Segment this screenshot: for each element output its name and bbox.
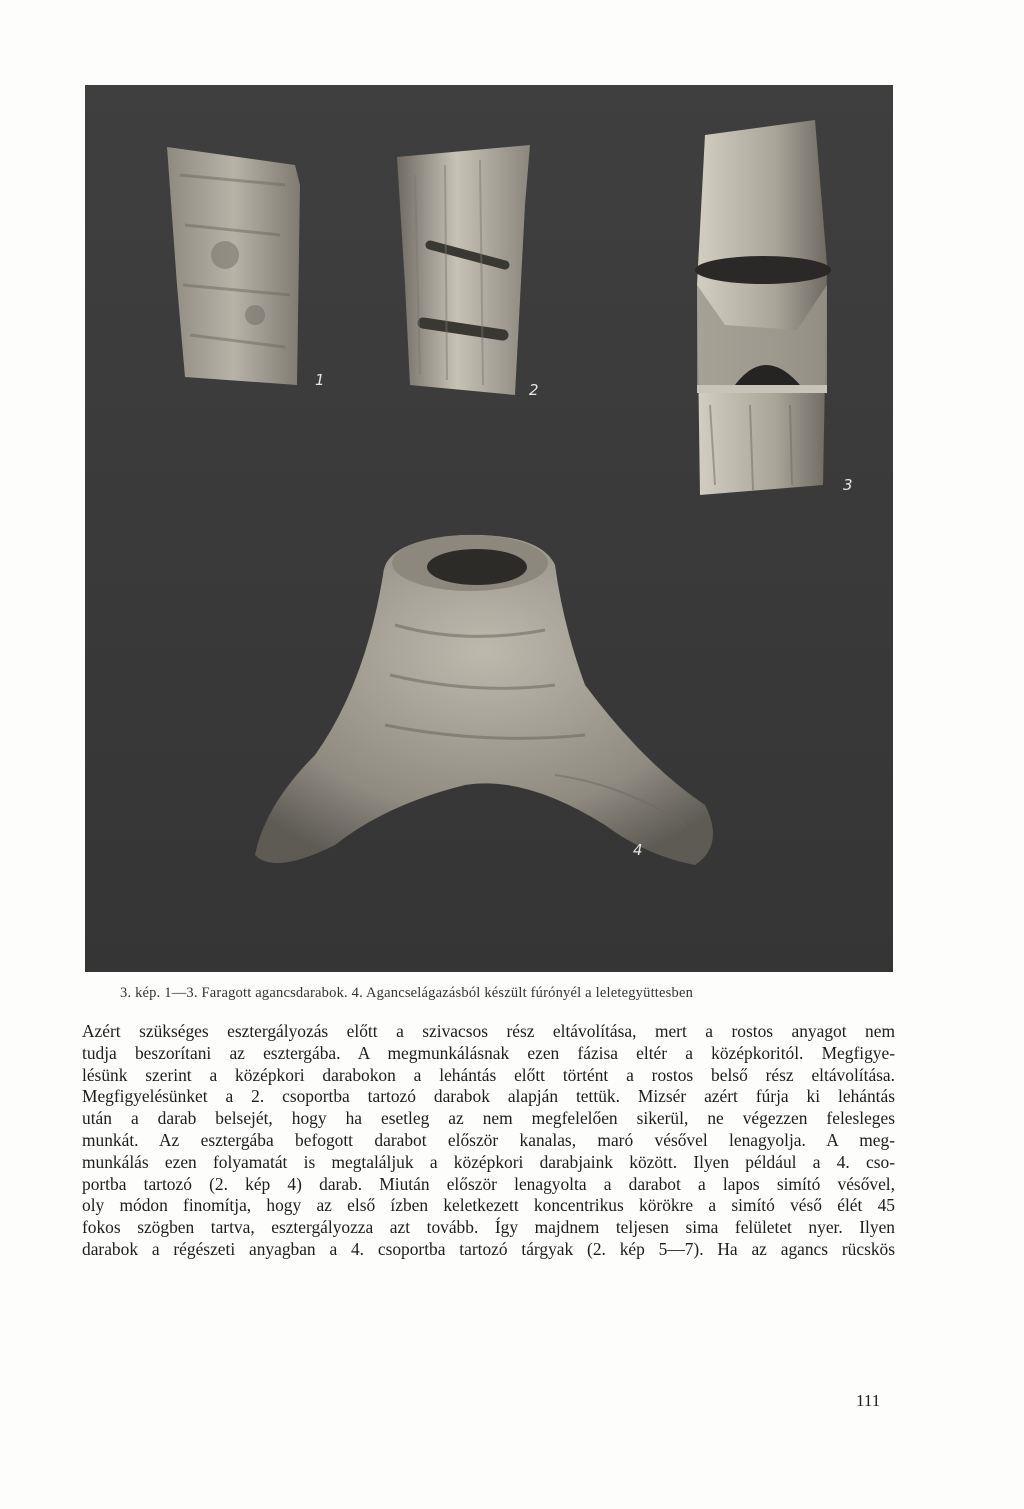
body-line: lésünk szerint a középkori darabokon a lehántás előtt történt a rostos belső rész eltávolítása. [82, 1064, 895, 1085]
body-line: portba tartozó (2. kép 4) darab. Miután először lenagyolta a darabot a lapos simító vésővel, [82, 1173, 895, 1194]
antler-photograph [85, 85, 893, 972]
body-line: munkát. Az esztergába befogott darabot először kanalas, maró vésővel lenagyolja. A meg- [82, 1129, 895, 1150]
page-number: 111 [856, 1391, 881, 1410]
photo-plate [85, 85, 893, 972]
figure-label-4: 4 [633, 841, 643, 859]
body-line: után a darab belsejét, hogy ha esetleg az nem megfelelően sikerül, ne végezzen felesleges [82, 1108, 895, 1129]
antler-piece-3 [695, 120, 831, 495]
body-line: munkálás ezen folyamatát is megtaláljuk a középkori darabjaink között. Ilyen például a 4. cso- [82, 1151, 895, 1172]
body-line: Azért szükséges esztergályozás előtt a szivacsos rész eltávolítása, mert a rostos anyagot nem [82, 1021, 895, 1041]
figure-caption: 3. kép. 1—3. Faragott agancsdarabok. 4. Agancselágazásból készült fúrónyél a leletegyüttesben [120, 985, 694, 1001]
body-line: oly módon finomítja, hogy az első ízben keletkezett koncentrikus körökre a simító véső élét 45 [82, 1195, 895, 1216]
antler-piece-1 [167, 147, 300, 385]
antler-piece-2 [397, 145, 530, 395]
body-line: tudja beszorítani az esztergába. A megmunkálásnak ezen fázisa eltér a középkoritól. Megfigye- [82, 1042, 895, 1063]
body-line: Megfigyelésünket a 2. csoportba tartozó darabok alapján tettük. Mizsér azért fúrja ki lehántás [82, 1086, 895, 1107]
body-line: darabok a régészeti anyagban a 4. csoportba tartozó tárgyak (2. kép 5—7). Ha az agancs rücskös [82, 1238, 895, 1259]
figure-label-2: 2 [529, 381, 539, 399]
body-paragraph [82, 1021, 895, 1261]
figure-label-3: 3 [843, 476, 853, 494]
body-line: fokos szögben tartva, esztergályozza azt tovább. Így majdnem teljesen sima felületet nyer. Ilyen [82, 1217, 895, 1238]
figure-label-1: 1 [315, 371, 325, 389]
